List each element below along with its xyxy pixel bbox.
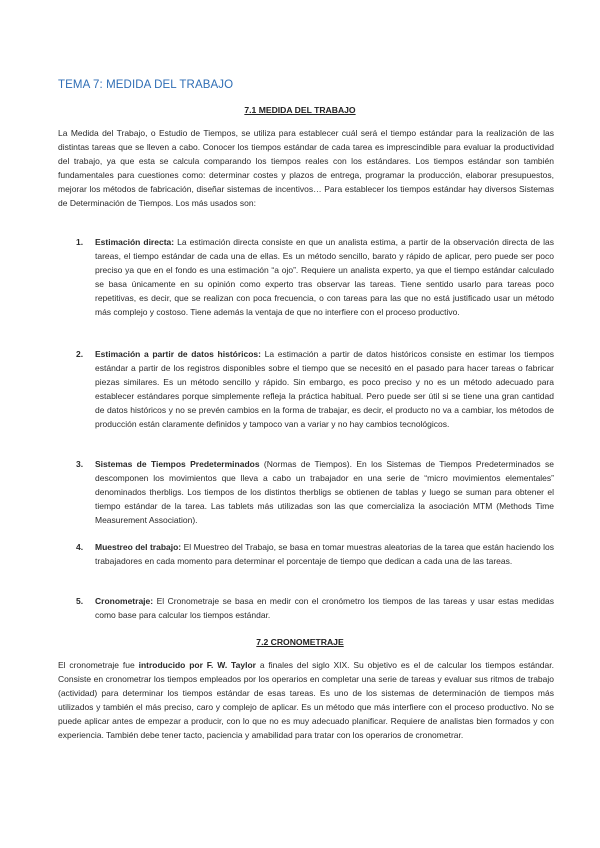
list-item-number: 5. [76,596,84,606]
list-item-body: La estimación directa consiste en que un analista estima, a partir de la observación directa de las tareas, el tiempo estándar de cada una de ellas. Es un método sencillo, barato y rápido de aplicar, pero puede ser poco preciso ya que en el fondo es una estimación “a ojo”. Requiere un analista experto, ya que el tiempo estándar calculado se basa únicamente en su opinión como experto tras observar las tareas. Tiene sentido usarlo para tareas poco repetitivas, es decir, que se realizan con poca frecuencia, o con tareas para las que no está justificado usar un método más complejo y costoso. Tiene además la ventaja de que no interfiere con el proceso productivo. [95,237,554,317]
list-item-body: El Muestreo del Trabajo, se basa en tomar muestras aleatorias de la tarea que están haciendo los trabajadores en cada momento para determinar el porcentaje de tiempo que dedican a cada una de las tareas. [95,542,554,566]
list-item-text [95,236,554,319]
list-item-text [95,541,554,569]
section-heading-7-1: 7.1 MEDIDA DEL TRABAJO [244,105,356,115]
paragraph-rest: a finales del siglo XIX. Su objetivo es el de calcular los tiempos estándar. Consiste en cronometrar los tiempos empleados por los operarios en completar una serie de tareas y evaluar sus ritmos de trabajo (actividad) para determinar los tiempos estándar de esas tareas. Es uno de los sistemas de determinación de tiempos más utilizados y también el más preciso, caro y complejo de aplicar. Es un método que más interfiere con el proceso productivo. No se puede aplicar antes de empezar a producir, con lo que no es muy adecuado planificar. Requiere de analistas bien formados y con experiencia. También debe tener tacto, paciencia y amabilidad para tratar con los operarios de cronometrar. [58,660,554,740]
list-item-text [95,348,554,431]
list-item-label: Cronometraje: [95,596,154,606]
list-item-label: Estimación directa: [95,237,175,247]
section-heading-7-2: 7.2 CRONOMETRAJE [256,637,344,647]
list-item-number: 2. [76,349,84,359]
page-title: TEMA 7: MEDIDA DEL TRABAJO [58,79,234,91]
list-item-body: (Normas de Tiempos). En los Sistemas de Tiempos Predeterminados se descomponen los movimientos que lleva a cabo un trabajador en una serie de “micro movimientos elementales” denominados therbligs. Los tiempos de los distintos therbligs se obtienen de tablas y luego se suman para obtener el tiempo estándar de la tarea. Las tablets más utilizadas son las que comercializa la asociación MTM (Methods Time Measurement Association). [95,459,554,525]
cronometraje-paragraph [58,659,554,742]
paragraph-start: El cronometraje fue [58,660,139,670]
intro-paragraph: La Medida del Trabajo, o Estudio de Tiempos, se utiliza para establecer cuál será el tiempo estándar para la realización de las distintas tareas que se lleven a cabo. Conocer los tiempos estándar de cada tarea es imprescindible para evaluar la productividad del trabajo, ya que esta se calcula comparando los tiempos reales con los estándares. Los tiempos estándar son también fundamentales para cuestiones como: determinar costes y plazos de entrega, programar la producción, elaborar presupuestos, mejorar los métodos de fabricación, diseñar sistemas de incentivos… Para establecer los tiempos estándar hay diversos Sistemas de Determinación de Tiempos. Los más usados son: [58,128,554,208]
list-item-body: La estimación a partir de datos históricos consiste en estimar los tiempos estándar a partir de los registros disponibles sobre el tiempo que se necesitó en el pasado para hacer tareas o fabricar piezas similares. Es un método sencillo y rápido. Sin embargo, es poco preciso y no es un método adecuado para establecer estándares porque simplemente refleja la práctica habitual. Pero puede ser útil si se tiene una gran cantidad de datos históricos y no se prevén cambios en la forma de trabajar, es decir, el producto no va a cambiar, los métodos de producción están claramente definidos y tampoco van a variar y no hay cambios tecnológicos. [95,349,555,429]
list-item-number: 1. [76,237,84,247]
list-item-text [95,458,554,528]
list-item-text [95,595,554,623]
list-item-number: 3. [76,459,84,469]
list-item-number: 4. [76,542,84,552]
list-item-label: Estimación a partir de datos históricos: [95,349,261,359]
list-item-label: Muestreo del trabajo: [95,542,182,552]
list-item-label: Sistemas de Tiempos Predeterminados [95,459,260,469]
paragraph-bold: introducido por F. W. Taylor [138,660,256,670]
list-item-body: El Cronometraje se basa en medir con el cronómetro los tiempos de las tareas y usar estas medidas como base para calcular los tiempos estándar. [95,596,554,620]
